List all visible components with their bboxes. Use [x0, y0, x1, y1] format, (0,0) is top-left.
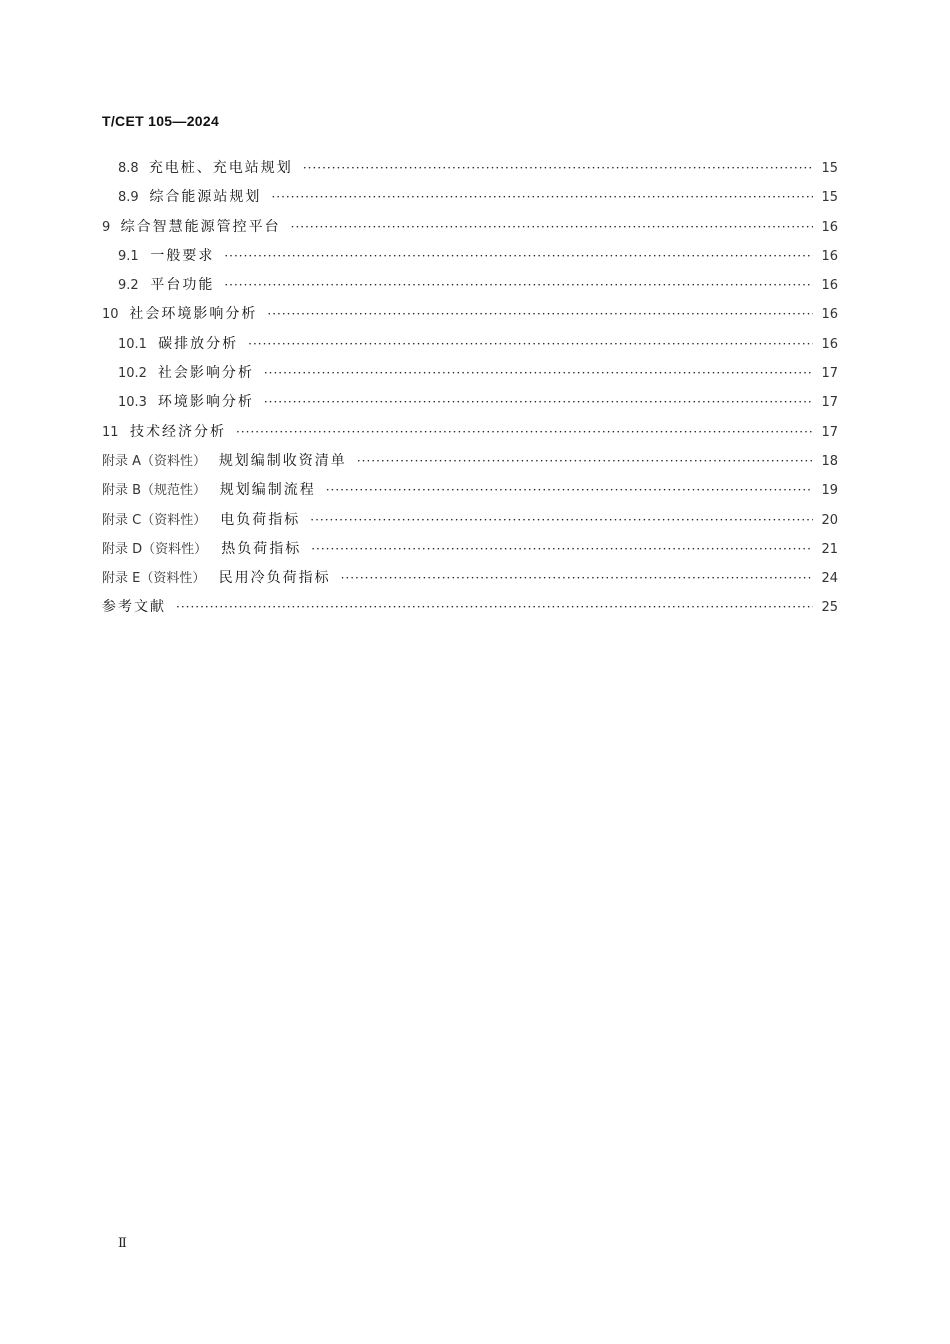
toc-entry-title: 碳排放分析 [158, 335, 239, 352]
toc-dot-leader [310, 506, 813, 535]
toc-dot-leader [248, 330, 813, 359]
toc-entry[interactable] [102, 359, 838, 388]
toc-entry-number: 9 [102, 219, 111, 235]
toc-entry-number: 附录 E（资料性） [102, 571, 206, 587]
toc-entry[interactable] [102, 183, 838, 212]
toc-entry-title: 热负荷指标 [221, 540, 302, 557]
toc-entry-title: 社会影响分析 [157, 365, 254, 382]
toc-entry[interactable] [102, 330, 838, 359]
toc-entry-title: 电负荷指标 [220, 511, 301, 528]
toc-dot-leader [303, 154, 813, 183]
toc-dot-leader [311, 535, 813, 564]
toc-entry[interactable] [102, 447, 838, 476]
toc-entry-page: 16 [821, 248, 838, 264]
toc-entry[interactable] [102, 388, 838, 417]
toc-entry-title: 技术经济分析 [130, 423, 226, 440]
toc-entry-number: 10.1 [118, 336, 147, 352]
toc-entry-page: 15 [821, 161, 838, 176]
toc-dot-leader [224, 271, 813, 300]
toc-entry-title: 一般要求 [150, 247, 215, 264]
toc-dot-leader [326, 476, 813, 505]
toc-entry-number: 10.2 [118, 366, 147, 382]
toc-entry-number: 9.1 [118, 248, 139, 264]
toc-entry[interactable] [102, 476, 838, 505]
toc-entry-number: 附录 D（资料性） [102, 541, 208, 557]
toc-dot-leader [267, 300, 813, 329]
toc-dot-leader [176, 593, 813, 622]
toc-entry-page: 18 [821, 453, 838, 469]
toc-entry-page: 21 [821, 541, 838, 557]
toc-entry[interactable] [102, 506, 838, 535]
toc-entry-page: 19 [821, 483, 838, 499]
toc-entry-title: 规划编制收资清单 [218, 452, 347, 469]
toc-entry-page: 25 [821, 600, 838, 616]
toc-entry-title: 规划编制流程 [219, 482, 316, 499]
toc-entry-page: 17 [821, 366, 838, 382]
toc-dot-leader [291, 213, 813, 242]
toc-entry-title: 综合能源站规划 [149, 189, 262, 206]
toc-entry-page: 17 [821, 424, 838, 440]
toc-entry-title: 社会环境影响分析 [129, 306, 258, 323]
toc-entry-title: 参考文献 [102, 599, 166, 616]
toc-entry-page: 15 [821, 190, 838, 206]
toc-entry-page: 16 [821, 307, 838, 323]
toc-entry-number: 附录 C（资料性） [102, 512, 207, 528]
toc-entry[interactable] [102, 564, 838, 593]
toc-dot-leader [224, 242, 813, 271]
toc-entry-page: 16 [821, 278, 838, 294]
toc-entry-page: 24 [821, 571, 838, 587]
toc-entry-number: 8.9 [118, 190, 139, 206]
toc-dot-leader [264, 388, 813, 417]
toc-entry[interactable] [102, 300, 838, 329]
toc-entry[interactable] [102, 154, 838, 183]
toc-entry-title: 平台功能 [150, 277, 215, 294]
toc-entry-title: 环境影响分析 [157, 394, 254, 411]
toc-entry-page: 17 [821, 395, 838, 411]
toc-entry[interactable] [102, 242, 838, 271]
toc-dot-leader [357, 447, 813, 476]
toc-entry-page: 16 [821, 219, 838, 235]
page-number: Ⅱ [118, 1236, 127, 1251]
toc-entry-number: 11 [102, 424, 119, 440]
toc-dot-leader [341, 564, 813, 593]
toc-entry-page: 20 [821, 512, 838, 528]
document-code: T/CET 105—2024 [102, 113, 220, 129]
toc-entry-number: 8.8 [118, 161, 139, 176]
toc-dot-leader [271, 183, 813, 212]
toc-entry[interactable] [102, 271, 838, 300]
toc-entry-number: 9.2 [118, 278, 139, 294]
toc-entry-title: 民用冷负荷指标 [218, 570, 331, 587]
toc-entry-number: 附录 B（规范性） [102, 483, 207, 499]
table-of-contents [102, 154, 838, 623]
toc-dot-leader [236, 418, 813, 447]
toc-entry[interactable] [102, 535, 838, 564]
toc-entry-title: 综合智慧能源管控平台 [120, 218, 281, 235]
toc-entry-number: 附录 A（资料性） [102, 453, 207, 469]
toc-entry-number: 10 [102, 307, 119, 323]
toc-entry[interactable] [102, 418, 838, 447]
toc-entry-number: 10.3 [118, 395, 147, 411]
toc-entry-title: 充电桩、充电站规划 [148, 160, 293, 176]
toc-dot-leader [264, 359, 813, 388]
toc-entry[interactable] [102, 593, 838, 622]
toc-entry[interactable] [102, 213, 838, 242]
toc-entry-page: 16 [821, 336, 838, 352]
